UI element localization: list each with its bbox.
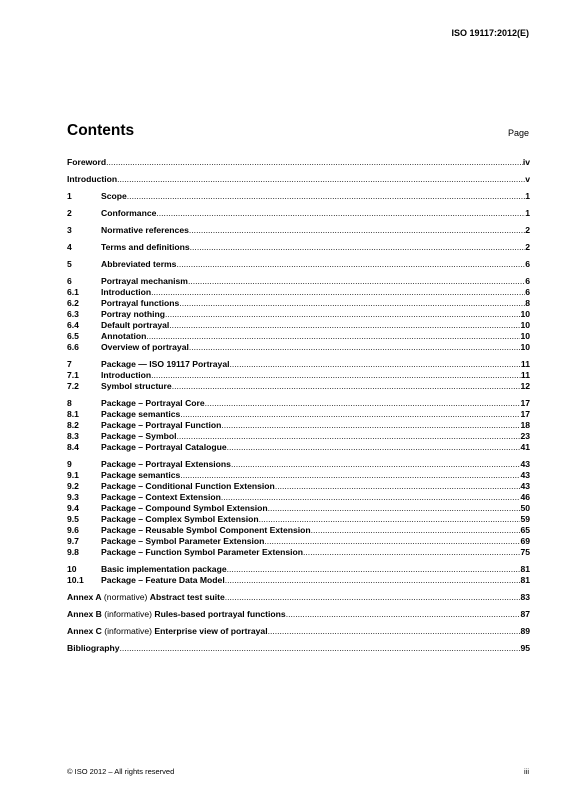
toc-entry-number: 9.5 (67, 514, 79, 524)
toc-entry-page: 81 (520, 564, 530, 574)
annex-title: Abstract test suite (149, 592, 225, 602)
toc-entry-page: 6 (525, 276, 530, 286)
toc-entry-title-text: Package – Portrayal Extensions (101, 459, 231, 469)
toc-entry-title (101, 470, 180, 481)
toc-entry-title-text: Terms and definitions (101, 242, 190, 252)
toc-entry-title (101, 536, 264, 547)
toc-entry-number: 8.3 (67, 431, 79, 441)
toc-entry-title (67, 643, 120, 654)
dot-leader (151, 287, 525, 298)
toc-entry-number: 6.6 (67, 342, 79, 352)
toc-entry-number: 9.4 (67, 503, 79, 513)
dot-leader (268, 503, 521, 514)
toc-entry-title-text: Package — ISO 19117 Portrayal (101, 359, 230, 369)
toc-entry-title (101, 492, 221, 503)
dot-leader (189, 342, 521, 353)
toc-entry-title-text: Overview of portrayal (101, 342, 189, 352)
toc-entry-title (101, 381, 172, 392)
toc-entry-page: 81 (520, 575, 530, 585)
toc-entry-title-text: Scope (101, 191, 127, 201)
toc-entry[interactable] (67, 592, 530, 603)
toc-entry[interactable] (67, 643, 530, 654)
toc-entry-number: 9.1 (67, 470, 79, 480)
dot-leader (180, 470, 520, 481)
toc-entry-number: 6.2 (67, 298, 79, 308)
toc-entry-title-text: Package – Compound Symbol Extension (101, 503, 268, 513)
toc-entry[interactable] (67, 208, 530, 219)
toc-entry[interactable] (67, 442, 530, 453)
toc-entry-page: 65 (520, 525, 530, 535)
toc-entry[interactable] (67, 398, 530, 409)
toc-entry-page: 43 (520, 470, 530, 480)
toc-entry[interactable] (67, 609, 530, 620)
toc-entry-title-text: Foreword (67, 157, 107, 167)
toc-entry-title (101, 525, 311, 536)
toc-entry-title (101, 564, 227, 575)
dot-leader (151, 370, 521, 381)
toc-entry-page: 89 (520, 626, 530, 636)
toc-entry[interactable] (67, 370, 530, 381)
toc-entry[interactable] (67, 309, 530, 320)
toc-entry-page: 59 (520, 514, 530, 524)
toc-entry[interactable] (67, 459, 530, 470)
toc-entry-title-text: Package – Symbol (101, 431, 177, 441)
toc-entry-page: 10 (520, 342, 530, 352)
toc-entry-title (101, 514, 259, 525)
toc-entry-title-text: Annex B (67, 609, 102, 619)
toc-entry[interactable] (67, 157, 530, 168)
toc-entry[interactable] (67, 481, 530, 492)
dot-leader (176, 431, 520, 442)
toc-entry[interactable] (67, 626, 530, 637)
toc-entry-page: 75 (520, 547, 530, 557)
toc-entry[interactable] (67, 547, 530, 558)
dot-leader (221, 420, 520, 431)
toc-entry-title-text: Annex C (67, 626, 102, 636)
toc-entry-title-text: Normative references (101, 225, 189, 235)
toc-entry-title (101, 208, 156, 219)
annex-type: (normative) (101, 592, 150, 602)
toc-entry-title (101, 359, 230, 370)
dot-leader (225, 575, 521, 586)
dot-leader (227, 442, 521, 453)
toc-entry-title-text: Bibliography (67, 643, 120, 653)
toc-entry-title-text: Package – Feature Data Model (101, 575, 225, 585)
dot-leader (180, 409, 520, 420)
toc-entry-title (101, 503, 268, 514)
dot-leader (264, 536, 520, 547)
toc-entry-title-text: Package semantics (101, 409, 181, 419)
dot-leader (176, 259, 525, 270)
toc-entry-title (67, 174, 117, 185)
toc-entry[interactable] (67, 470, 530, 481)
toc-entry-title-text: Abbreviated terms (101, 259, 177, 269)
toc-entry-title (101, 331, 146, 342)
toc-entry-number: 8.2 (67, 420, 79, 430)
toc-entry-title-text: Package – Portrayal Core (101, 398, 205, 408)
toc-entry-page: 6 (525, 287, 530, 297)
dot-leader (146, 331, 520, 342)
toc-entry-title (67, 157, 106, 168)
toc-entry-number: 6.1 (67, 287, 79, 297)
toc-entry-title-text: Portrayal mechanism (101, 276, 188, 286)
toc-entry-page: 95 (520, 643, 530, 653)
toc-entry-page: 11 (520, 370, 530, 380)
toc-entry[interactable] (67, 575, 530, 586)
dot-leader (231, 459, 521, 470)
toc-entry-page: 87 (520, 609, 530, 619)
toc-entry-number: 6.3 (67, 309, 79, 319)
toc-entry-title-text: Package – Portrayal Function (101, 420, 222, 430)
toc-entry-number: 6.5 (67, 331, 79, 341)
toc-entry-number: 8.4 (67, 442, 79, 452)
dot-leader (188, 276, 525, 287)
toc-entry-title (101, 370, 151, 381)
toc-entry-number: 9.7 (67, 536, 79, 546)
annex-type: (informative) (101, 626, 155, 636)
toc-entry-title-text: Default portrayal (101, 320, 170, 330)
toc-entry-number: 8.1 (67, 409, 79, 419)
toc-entry-title-text: Introduction (101, 287, 152, 297)
dot-leader (106, 157, 523, 168)
toc-entry-title-text: Basic implementation package (101, 564, 227, 574)
toc-entry-title-text: Package – Portrayal Catalogue (101, 442, 227, 452)
toc-entry-title-text: Package – Reusable Symbol Component Extension (101, 525, 311, 535)
toc-entry-number: 6 (67, 276, 72, 286)
toc-entry-page: 83 (520, 592, 530, 602)
toc-entry-page: 6 (525, 259, 530, 269)
toc-entry-page: v (525, 174, 530, 184)
dot-leader (225, 592, 521, 603)
toc-entry-number: 10.1 (67, 575, 84, 585)
toc-entry-page: iv (522, 157, 530, 167)
toc-entry-title (101, 442, 227, 453)
toc-entry[interactable] (67, 564, 530, 575)
dot-leader (286, 609, 521, 620)
toc-entry-page: 17 (520, 409, 530, 419)
toc-entry-title (67, 626, 268, 637)
toc-entry-title-text: Introduction (67, 174, 118, 184)
toc-entry-title (101, 191, 127, 202)
toc-entry-page: 1 (525, 208, 530, 218)
dot-leader (179, 298, 525, 309)
dot-leader (311, 525, 521, 536)
toc-entry-page: 1 (525, 191, 530, 201)
toc-entry-title-text: Portrayal functions (101, 298, 180, 308)
toc-entry-title (101, 459, 231, 470)
toc-entry-title (101, 287, 151, 298)
toc-entry-page: 10 (520, 309, 530, 319)
toc-entry-page: 11 (520, 359, 530, 369)
toc-entry-number: 9.3 (67, 492, 79, 502)
toc-entry[interactable] (67, 525, 530, 536)
annex-type: (informative) (101, 609, 155, 619)
toc-entry-title (101, 259, 176, 270)
toc-entry-title (101, 431, 176, 442)
toc-entry-title-text: Package – Context Extension (101, 492, 221, 502)
toc-entry-title-text: Package – Complex Symbol Extension (101, 514, 259, 524)
page-number: iii (524, 767, 529, 776)
toc-entry-number: 4 (67, 242, 72, 252)
toc-entry-number: 8 (67, 398, 72, 408)
copyright-notice: © ISO 2012 – All rights reserved (67, 767, 175, 776)
toc-entry-title-text: Introduction (101, 370, 152, 380)
toc-entry-title (101, 225, 189, 236)
toc-entry-title-text: Portray nothing (101, 309, 165, 319)
toc-entry[interactable] (67, 409, 530, 420)
dot-leader (169, 320, 520, 331)
toc-entry-number: 1 (67, 191, 72, 201)
toc-entry-title (101, 420, 221, 431)
toc-entry[interactable] (67, 287, 530, 298)
toc-entry-title (101, 298, 179, 309)
toc-entry-title-text: Symbol structure (101, 381, 172, 391)
dot-leader (205, 398, 521, 409)
toc-entry[interactable] (67, 503, 530, 514)
toc-entry-page: 12 (520, 381, 530, 391)
toc-entry[interactable] (67, 342, 530, 353)
dot-leader (117, 174, 525, 185)
dot-leader (227, 564, 521, 575)
page-title: Contents (67, 122, 135, 139)
toc-entry-page: 8 (525, 298, 530, 308)
toc-entry-page: 2 (525, 242, 530, 252)
dot-leader (303, 547, 520, 558)
dot-leader (156, 208, 525, 219)
toc-entry-number: 2 (67, 208, 72, 218)
toc-entry[interactable] (67, 174, 530, 185)
toc-entry-title (101, 342, 189, 353)
toc-entry-page: 23 (520, 431, 530, 441)
dot-leader (190, 242, 526, 253)
toc-entry-title-text: Package semantics (101, 470, 181, 480)
toc-entry-title-text: Annotation (101, 331, 147, 341)
toc-entry[interactable] (67, 276, 530, 287)
toc-entry[interactable] (67, 225, 530, 236)
toc-entry-title (67, 592, 225, 603)
toc-entry-page: 50 (520, 503, 530, 513)
dot-leader (268, 626, 521, 637)
toc-entry-number: 9.2 (67, 481, 79, 491)
toc-entry[interactable] (67, 320, 530, 331)
toc-entry[interactable] (67, 298, 530, 309)
toc-entry-page: 43 (520, 459, 530, 469)
toc-entry-page: 46 (520, 492, 530, 502)
toc-entry-title (101, 276, 188, 287)
toc-entry-title (101, 481, 275, 492)
toc-entry-number: 7.1 (67, 370, 79, 380)
toc-entry-number: 7 (67, 359, 72, 369)
toc-entry-title (101, 547, 303, 558)
toc-entry[interactable] (67, 259, 530, 270)
toc-entry[interactable] (67, 359, 530, 370)
toc-entry-page: 41 (520, 442, 530, 452)
dot-leader (230, 359, 521, 370)
toc-entry-title (101, 242, 190, 253)
dot-leader (189, 225, 525, 236)
dot-leader (221, 492, 521, 503)
toc-entry-page: 18 (520, 420, 530, 430)
annex-title: Rules-based portrayal functions (154, 609, 286, 619)
dot-leader (165, 309, 520, 320)
toc-entry-number: 3 (67, 225, 72, 235)
dot-leader (127, 191, 525, 202)
toc-entry-number: 7.2 (67, 381, 79, 391)
toc-entry-page: 10 (520, 331, 530, 341)
toc-entry[interactable] (67, 492, 530, 503)
toc-entry-number: 5 (67, 259, 72, 269)
dot-leader (172, 381, 521, 392)
toc-entry-title (101, 398, 205, 409)
toc-entry-title (101, 309, 165, 320)
toc-entry[interactable] (67, 514, 530, 525)
standard-identifier: ISO 19117:2012(E) (451, 28, 529, 38)
toc-entry-title-text: Package – Conditional Function Extension (101, 481, 275, 491)
toc-entry-number: 9 (67, 459, 72, 469)
toc-entry-title (101, 575, 225, 586)
toc-entry-title (67, 609, 286, 620)
toc-entry[interactable] (67, 381, 530, 392)
toc-entry-number: 6.4 (67, 320, 79, 330)
toc-entry[interactable] (67, 242, 530, 253)
toc-entry-number: 10 (67, 564, 77, 574)
toc-entry-title-text: Package – Symbol Parameter Extension (101, 536, 265, 546)
toc-entry-page: 69 (520, 536, 530, 546)
toc-entry-title (101, 409, 180, 420)
page-column-label: Page (507, 128, 529, 138)
toc-entry-title-text: Annex A (67, 592, 102, 602)
toc-entry-page: 10 (520, 320, 530, 330)
toc-entry-number: 9.6 (67, 525, 79, 535)
toc-entry-page: 2 (525, 225, 530, 235)
toc-entry-title (101, 320, 169, 331)
toc-entry[interactable] (67, 431, 530, 442)
table-of-contents (67, 157, 530, 654)
toc-entry[interactable] (67, 420, 530, 431)
toc-entry[interactable] (67, 331, 530, 342)
toc-entry-page: 43 (520, 481, 530, 491)
toc-entry-number: 9.8 (67, 547, 79, 557)
toc-entry-title-text: Conformance (101, 208, 157, 218)
toc-entry-title-text: Package – Function Symbol Parameter Extension (101, 547, 304, 557)
annex-title: Enterprise view of portrayal (154, 626, 268, 636)
dot-leader (275, 481, 521, 492)
dot-leader (259, 514, 521, 525)
toc-entry-page: 17 (520, 398, 530, 408)
toc-entry[interactable] (67, 191, 530, 202)
dot-leader (120, 643, 521, 654)
toc-entry[interactable] (67, 536, 530, 547)
